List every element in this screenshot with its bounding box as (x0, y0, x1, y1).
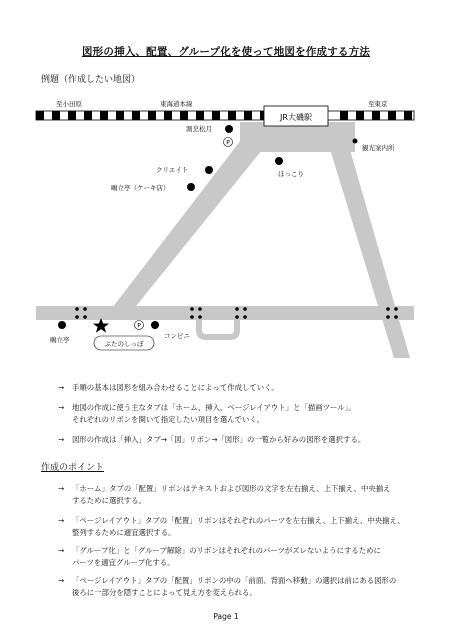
step-2-line-1: 地図の作成に使う主なタブは「ホーム、挿入、ページレイアウト」と「描画ツール」。 (72, 403, 356, 412)
point-3-line-2: パーツを適宜グループ化する。 (72, 558, 175, 567)
kanko-label: 観光案内所 (362, 144, 395, 152)
rail-tie (116, 111, 124, 120)
rail-tie (340, 111, 348, 120)
shigitatsu-label: 鴫立亭 (50, 336, 70, 344)
rail-tie (404, 111, 412, 120)
arrow-icon: → (58, 383, 65, 392)
arrow-icon: → (58, 576, 65, 585)
creative-label: クリエイト (156, 166, 189, 174)
points-heading: 作成のポイント (41, 463, 105, 473)
step-3-line-1: 図形の作成は「挿入」タブ→「図」リボン→「図形」の一覧から好みの図形を選択する。 (72, 435, 366, 444)
hokkori-label: ほっこり (278, 170, 304, 178)
rail-tie (84, 111, 92, 120)
arrow-icon: → (58, 435, 65, 444)
step-1-line-1: 手順の基本は図形を組み合わせることによって作成していく。 (72, 383, 279, 392)
conbini-marker (151, 321, 159, 329)
rail-tie (180, 111, 188, 120)
rail-tie (52, 111, 60, 120)
example-heading: 例題（作成したい地図） (41, 75, 141, 85)
arrow-icon: → (58, 546, 65, 555)
cake-marker (187, 183, 195, 191)
odawara-label: 至小田原 (56, 100, 82, 108)
main-street (36, 306, 414, 320)
point-1-line-1: 「ホーム」タブの「配置」リボンはテキストおよび図形の文字を左右揃え、上下揃え、中央揃え (72, 484, 391, 493)
page-title: 図形の挿入、配置、グループ化を使って地図を作成する方法 (81, 46, 371, 58)
rail-tie (372, 111, 380, 120)
cake-label: 鴫立亭（ケーキ店） (111, 184, 170, 192)
railway (36, 111, 414, 120)
point-2-line-1: 「ページレイアウト」タブの「配置」リボンはそれぞれのパーツを左右揃え、上下揃え、中央揃え、 (72, 516, 405, 525)
point-1-line-2: するために選択する。 (72, 496, 146, 505)
hokkori-marker (275, 157, 283, 165)
page-footer: Page 1 (213, 612, 239, 621)
rail-tie (244, 111, 252, 120)
rail-tie (132, 111, 140, 120)
futano-label: ぶたのしっぽ (104, 340, 144, 348)
tokaido-label: 東海道本線 (160, 100, 193, 108)
tokyo-label: 至東京 (368, 100, 388, 108)
arrow-icon: → (58, 484, 65, 493)
rail-tie (212, 111, 220, 120)
creative-marker (205, 166, 213, 174)
point-2-line-2: 整列するために適宜選択する。 (72, 528, 176, 537)
rail-tie (356, 111, 364, 120)
parking-label-2: P (137, 322, 141, 330)
roads (36, 122, 414, 358)
shigitatsu-marker (58, 321, 66, 329)
rail-tie (68, 111, 76, 120)
rail-tie (164, 111, 172, 120)
rail-tie (100, 111, 108, 120)
rail-tie (36, 111, 44, 120)
step-2-line-2: それぞれのリボンを開いて指定したい項目を選んでいく。 (72, 415, 265, 424)
station-label: JR大磯駅 (280, 113, 312, 122)
star-icon (93, 318, 109, 333)
u-turn-road (196, 320, 240, 340)
diagonal-road-left (106, 136, 262, 316)
kanko-marker (353, 139, 358, 144)
point-4-line-1: 「ページレイアウト」タブの「配置」リボンの中の「前面、背面へ移動」の選択は前にある図形の (72, 576, 397, 585)
diagonal-road-right (326, 136, 410, 358)
rail-tie (388, 111, 396, 120)
rail-tie (148, 111, 156, 120)
matsuya-marker (225, 125, 233, 133)
rail-tie (196, 111, 204, 120)
arrow-icon: → (58, 516, 65, 525)
point-4-line-2: 後ろに一部分を隠すことによって見え方を変えられる。 (72, 588, 257, 597)
arrow-icon: → (58, 403, 65, 412)
parking-label-1: P (226, 139, 230, 147)
conbini-label: コンビニ (164, 332, 190, 340)
point-3-line-1: 「グループ化」と「グループ解除」のリボンはそれぞれのパーツがズレないようにするために (72, 546, 381, 555)
rail-tie (228, 111, 236, 120)
matsuya-label: 割烹松月 (186, 125, 212, 133)
